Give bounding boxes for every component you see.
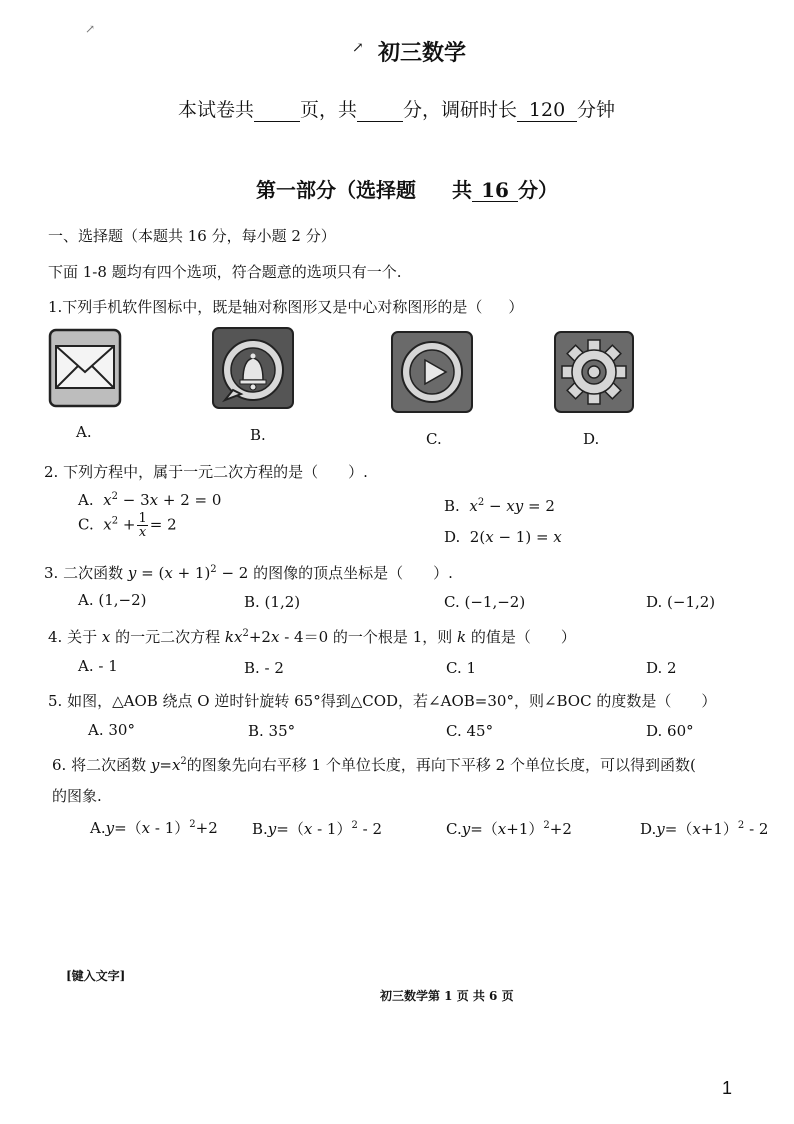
play-icon [390, 330, 474, 414]
q1-option-b-image [211, 326, 295, 410]
footer-left: [键入文字] [66, 969, 126, 983]
corner-mark: ↗ [85, 22, 96, 36]
section-heading: 一、选择题（本题共 16 分，每小题 2 分） [48, 227, 336, 245]
section-instruction: 下面 1-8 题均有四个选项，符合题意的选项只有一个. [48, 263, 402, 281]
q5-option-d: D. 60° [646, 722, 694, 740]
q1-stem-close: ） [508, 298, 524, 316]
q3-option-b: B. (1,2) [244, 593, 301, 611]
q4-option-b: B. - 2 [244, 659, 284, 677]
q2-option-d: D. 2(x − 1) = x [444, 528, 562, 546]
q2-option-a: A. $x^2 - 3x + 2 = 0$ [78, 491, 222, 509]
page-number: 1 [722, 1078, 733, 1098]
q1-stem-text: 1.下列手机软件图标中，既是轴对称图形又是中心对称图形的是（ [48, 298, 483, 316]
page-title: 初三数学 [378, 40, 467, 66]
q6-stem-cont: 的图象. [52, 787, 102, 805]
exam-info [178, 95, 615, 122]
exam-info-c: 分，调研时长 [403, 99, 518, 121]
q1-label-b: B. [250, 426, 266, 444]
gear-icon [553, 330, 635, 414]
q3-option-a: A. (1,−2) [78, 591, 147, 609]
part-title [256, 174, 558, 203]
q3-stem: 3. 二次函数 $y = (x + 1)^2 - 2$ 的图像的顶点坐标是（ ）. [44, 564, 453, 582]
q5-option-a: A. 30° [88, 721, 135, 739]
part-score: 16 [472, 179, 518, 202]
q4-stem: 4. 关于 x 的一元二次方程 $kx^2+2x - 4=0$ 的一个根是 1，则 k 的值是（ ） [48, 628, 576, 646]
bell-chat-icon [211, 326, 295, 410]
q1-option-a-image [48, 328, 122, 408]
q2-stem: 2. 下列方程中，属于一元二次方程的是（ ）. [44, 463, 368, 481]
q4-option-d: D. 2 [646, 659, 677, 677]
q4-option-c: C. 1 [446, 659, 477, 677]
pages-blank[interactable] [254, 100, 300, 122]
q1-label-a: A. [76, 423, 92, 441]
exam-info-b: 页，共 [300, 99, 358, 121]
q1-label-d: D. [583, 430, 600, 448]
q1-option-d-image [553, 330, 635, 414]
title-mark: ↗ [352, 40, 364, 56]
part-title-a: 第一部分（选择题 [256, 178, 416, 202]
q6-option-c: $C.y=(x+1)^2+2$ [446, 820, 572, 838]
envelope-icon [48, 328, 122, 408]
q6-option-b: B.y=（x - 1）$^2$ - 2 [252, 820, 383, 838]
footer-center: 初三数学第 1 页 共 6 页 [380, 989, 514, 1003]
q2-option-b: B. $x^2$ − xy = 2 [444, 497, 555, 515]
q6-option-a: A.y=（x - 1）$^2$+2 [90, 819, 218, 837]
q6-option-d: $D.y=(x+1)^2 - 2$ [640, 820, 769, 838]
score-blank[interactable] [357, 100, 403, 122]
q1-label-c: C. [426, 430, 442, 448]
duration-value: 120 [517, 100, 577, 122]
exam-info-d: 分钟 [577, 99, 616, 121]
q5-stem: 5. 如图，△AOB 绕点 O 逆时针旋转 65°得到△COD，若∠AOB=30°，则∠BOC 的度数是（ ） [48, 692, 717, 710]
exam-info-a: 本试卷共 [178, 99, 255, 121]
q6-stem: 6. 将二次函数 $y=x^2$的图象先向右平移 1 个单位长度，再向下平移 2 个单位长度，可以得到函数( [52, 756, 696, 774]
q5-option-b: B. 35° [248, 722, 296, 740]
q3-option-c: C. (−1,−2) [444, 593, 526, 611]
q1-option-c-image [390, 330, 474, 414]
part-title-c: 分） [518, 178, 558, 202]
part-title-b: 共 [452, 178, 472, 202]
q4-option-a: A. - 1 [78, 657, 118, 675]
q5-option-c: C. 45° [446, 722, 494, 740]
q2-option-c: C. $x^2$ + $\frac{1}{x}$ = 2 [78, 511, 177, 540]
q3-option-d: D. (−1,2) [646, 593, 716, 611]
q1-stem [48, 296, 523, 317]
